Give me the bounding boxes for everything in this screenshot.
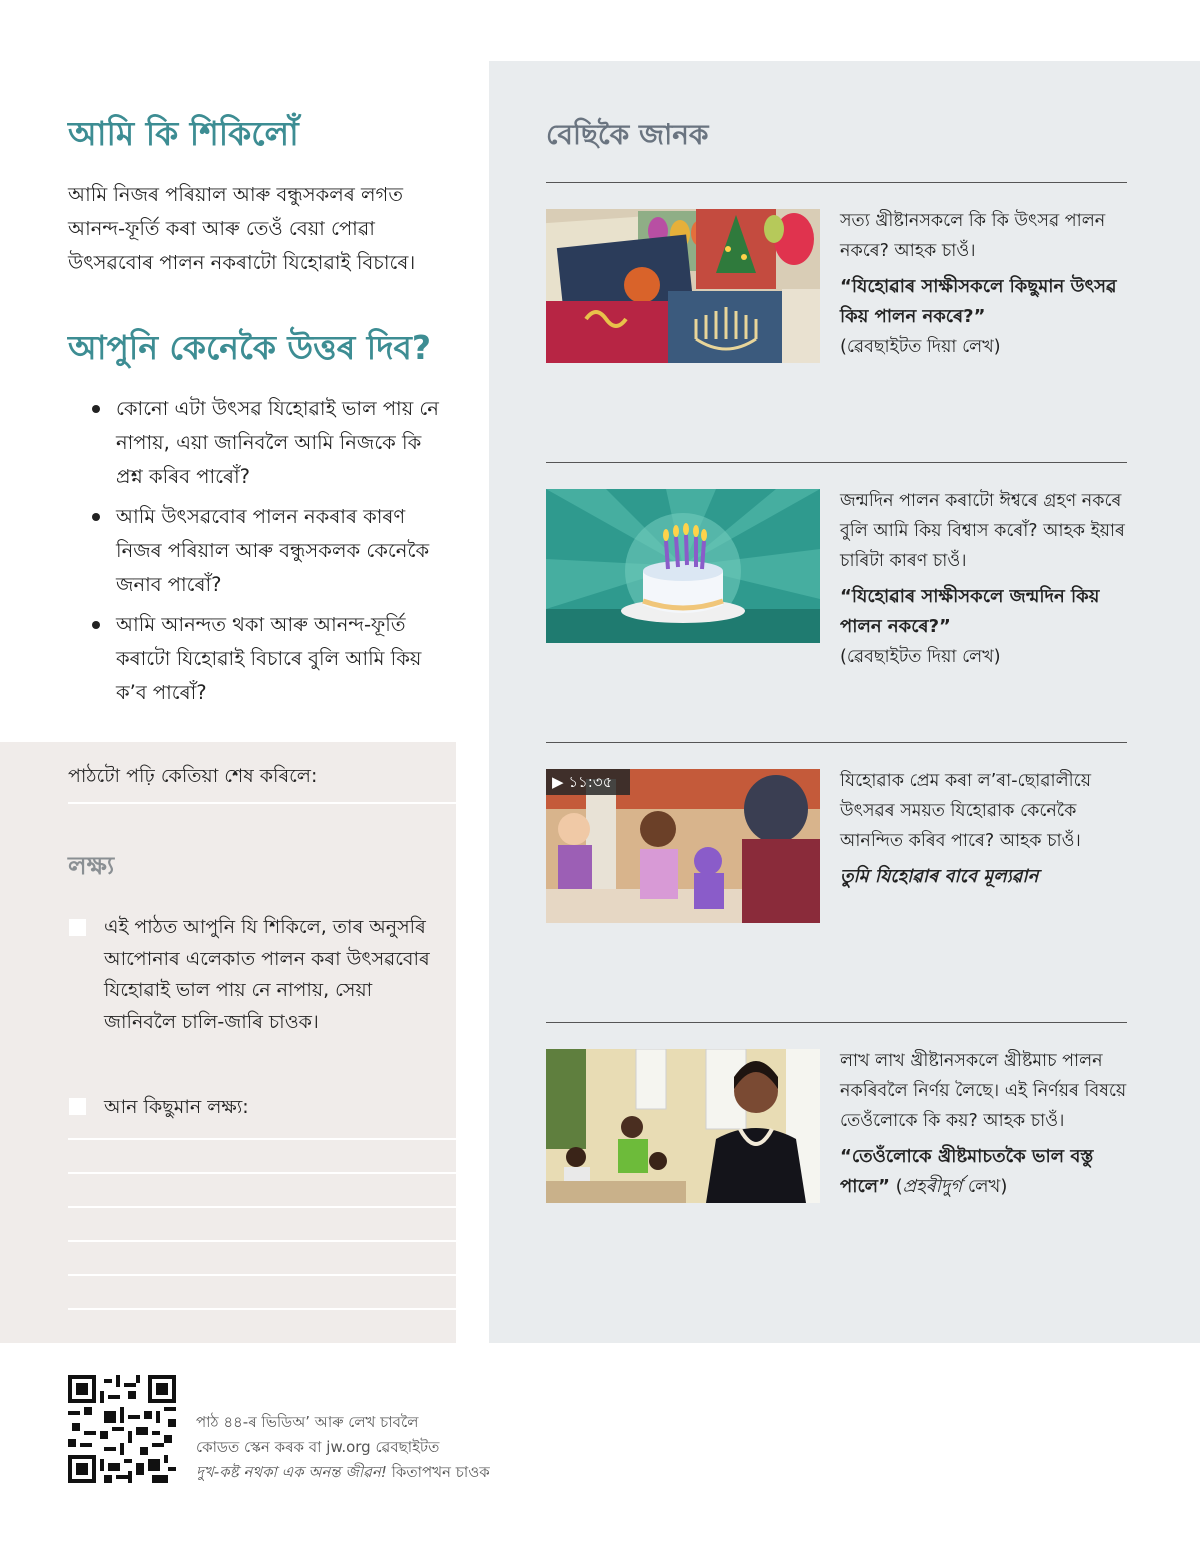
review-question: আমি উৎসৱবোৰ পালন নকৰাৰ কাৰণ নিজৰ পৰিয়াল আৰু বন্ধুসকলক কেনেকৈ জনাব পাৰোঁ? [90,500,450,602]
learn-summary: আমি নিজৰ পৰিয়াল আৰু বন্ধুসকলৰ লগত আনন্দ-ফূৰ্তি কৰা আৰু তেওঁ বেয়া পোৱা উৎসৱবোৰ পালন নকৰাটো যিহোৱাই বিচাৰে। [68,183,416,274]
bullet-icon [92,513,100,521]
review-question: আমি আনন্দত থকা আৰু আনন্দ-ফূৰ্তি কৰাটো যিহোৱাই বিচাৰে বুলি আমি কিয় ক’ব পাৰোঁ? [90,608,450,710]
finished-date-line[interactable] [68,802,456,804]
discover-card [840,486,1130,672]
card-source: (ৱেবছাইটত দিয়া লেখ) [840,337,1001,357]
card-link[interactable]: “তেওঁলোকে খ্ৰীষ্টমাচতকৈ ভাল বস্তু পালে” (প্ৰহৰীদুৰ্গ লেখ) [840,1146,1094,1197]
goal-write-line[interactable] [68,1308,456,1310]
review-question: কোনো এটা উৎসৱ যিহোৱাই ভাল পায় নে নাপায়, এয়া জানিবলৈ আমি নিজকে কি প্ৰশ্ন কৰিব পাৰোঁ? [90,392,450,494]
goal-text: এই পাঠত আপুনি যি শিকিলে, তাৰ অনুসৰি আপোনাৰ এলেকাত পালন কৰা উৎসৱবোৰ যিহোৱাই ভাল পায় নে নাপায়, সেয়া জানিবলৈ চালি-জাৰি চাওক। [104,916,430,1033]
card-source: (ৱেবছাইটত দিয়া লেখ) [840,647,1001,667]
card-description: লাখ লাখ খ্ৰীষ্টানসকলে খ্ৰীষ্টমাচ পালন নকৰিবলৈ নিৰ্ণয় লৈছে। এই নিৰ্ণয়ৰ বিষয়ে তেওঁলোকে কি কয়? আহক চাওঁ। [840,1051,1127,1131]
goals-panel [0,742,456,1343]
footer-line: দুখ-কষ্ট নথকা এক অনন্ত জীৱন! কিতাপখন চাওক [196,1463,490,1481]
footer-instructions [196,1410,490,1485]
book-title[interactable]: দুখ-কষ্ট নথকা এক অনন্ত জীৱন! [196,1463,387,1481]
goal-write-line[interactable] [68,1274,456,1276]
card-link-title[interactable]: “যিহোৱাৰ সাক্ষীসকলে কিছুমান উৎসৱ কিয় পালন নকৰে?” [840,276,1117,327]
goal-checkbox[interactable] [69,1098,86,1115]
play-icon: ▶ [552,773,564,791]
goals-title: লক্ষ্য [68,851,115,880]
card-link-title[interactable]: “যিহোৱাৰ সাক্ষীসকলে জন্মদিন কিয় পালন নকৰে?” [840,586,1100,637]
other-goals-label: আন কিছুমান লক্ষ্য: [104,1096,249,1118]
goal-write-line[interactable] [68,1172,456,1174]
birthday-thumbnail[interactable] [546,489,820,643]
christmas-article-thumbnail[interactable] [546,1049,820,1203]
divider [546,742,1127,743]
learn-title: আমি কি শিকিলোঁ [68,114,299,153]
discover-card [840,1046,1130,1202]
birthday-cake-image [546,489,820,643]
goal-write-line[interactable] [68,1138,456,1140]
finished-date-label: পাঠটো পঢ়ি কেতিয়া শেষ কৰিলে: [68,765,318,787]
discover-more-title: বেছিকৈ জানক [546,118,709,151]
holiday-cards-image [546,209,820,363]
goal-write-line[interactable] [68,1240,456,1242]
card-description: জন্মদিন পালন কৰাটো ঈশ্বৰে গ্ৰহণ নকৰে বুলি আমি কিয় বিশ্বাস কৰোঁ? আহক ইয়াৰ চাৰিটা কাৰণ চাওঁ। [840,491,1125,571]
card-description: যিহোৱাক প্ৰেম কৰা ল’ৰা-ছোৱালীয়ে উৎসৱৰ সময়ত যিহোৱাক কেনেকৈ আনন্দিত কৰিব পাৰে? আহক চাওঁ। [840,771,1092,851]
bullet-icon [92,405,100,413]
bullet-icon [92,621,100,629]
footer-line: পাঠ ৪৪-ৰ ভিডিঅ’ আৰু লেখ চাবলৈ [196,1413,419,1431]
woman-portrait-image [546,1049,820,1203]
review-question-list [90,392,450,716]
video-duration-badge: ▶ ১১:৩৫ [546,769,630,795]
video-thumbnail[interactable] [546,769,820,923]
review-title: আপুনি কেনেকৈ উত্তৰ দিব? [68,328,432,367]
card-link-title[interactable]: “তেওঁলোকে খ্ৰীষ্টমাচতকৈ ভাল বস্তু পালে” [840,1146,1094,1197]
discover-card [840,766,1130,892]
discover-card [840,206,1130,362]
divider [546,182,1127,183]
goal-checkbox[interactable] [69,919,86,936]
card-link-title[interactable]: তুমি যিহোৱাৰ বাবে মূল্যৱান [840,866,1039,887]
divider [546,1022,1127,1023]
holidays-thumbnail[interactable] [546,209,820,363]
qr-code-icon[interactable] [68,1375,176,1483]
card-description: সত্য খ্ৰীষ্টানসকলে কি কি উৎসৱ পালন নকৰে? আহক চাওঁ। [840,211,1106,261]
goal-write-line[interactable] [68,1206,456,1208]
footer-line: কোডত স্কেন কৰক বা jw.org ৱেবছাইটত [196,1438,440,1456]
divider [546,462,1127,463]
